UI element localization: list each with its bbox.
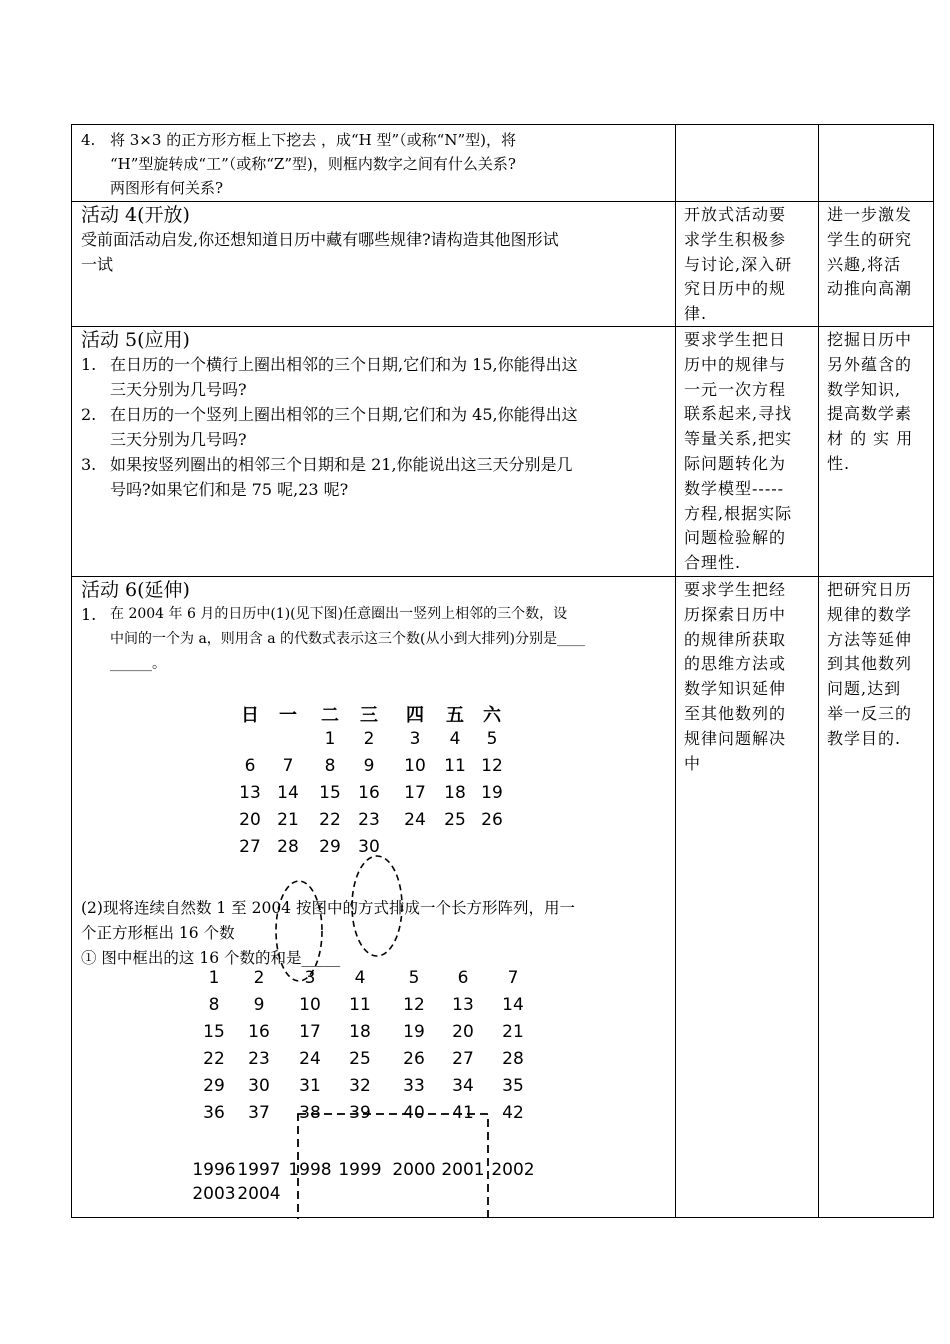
array-number: 16 — [248, 1022, 270, 1042]
question-1-text: ① 图中框出的这 16 个数的和是_____ — [81, 949, 341, 967]
calendar-date: 11 — [444, 756, 466, 776]
array-number: 35 — [502, 1076, 524, 1096]
array-number: 1 — [208, 968, 220, 988]
calendar-date: 19 — [481, 783, 503, 803]
array-number: 28 — [502, 1049, 524, 1069]
activity-text: 一试 — [81, 255, 114, 274]
calendar-date: 29 — [319, 837, 341, 857]
array-number: 41 — [452, 1103, 474, 1123]
array-number: 3 — [304, 968, 316, 988]
goal-text: 数学知识, — [827, 379, 902, 399]
array-number: 26 — [403, 1049, 425, 1069]
item-number: 4. — [81, 131, 96, 149]
array-number: 2004 — [237, 1184, 281, 1204]
goal-text: 挖掘日历中 — [827, 330, 913, 349]
weekday-label: 一 — [279, 705, 297, 726]
activity-title: 活动 6(延伸) — [81, 579, 190, 601]
array-number: 15 — [203, 1022, 225, 1042]
part2-text: 个正方形框出 16 个数 — [81, 924, 235, 942]
goal-text: 动推向高潮 — [827, 279, 913, 299]
list-item — [81, 402, 667, 452]
purpose-text: 数学模型----- — [684, 478, 785, 498]
weekday-label: 六 — [483, 705, 501, 726]
array-number: 32 — [349, 1076, 371, 1096]
array-number: 1997 — [237, 1160, 281, 1180]
item-text: 三天分别为几号吗? — [110, 430, 247, 449]
lesson-plan-table — [71, 124, 934, 1218]
item-text: 将 3×3 的正方形方框上下挖去 ，成“H 型”（或称“N”型)，将 — [110, 131, 516, 149]
goal-text: 进一步激发 — [827, 205, 913, 224]
list-item — [81, 128, 667, 200]
goal-text: 教学目的. — [827, 728, 902, 748]
purpose-text: 要求学生把经 — [684, 580, 787, 599]
array-number: 30 — [248, 1076, 270, 1096]
purpose-text: 数学知识延伸 — [684, 679, 787, 699]
purpose-text: 求学生积极参 — [684, 229, 787, 249]
array-number: 25 — [349, 1049, 371, 1069]
calendar-date: 30 — [358, 837, 380, 857]
calendar-date: 12 — [481, 756, 503, 776]
goal-text: 规律的数学 — [827, 604, 913, 624]
activity-title: 活动 4(开放) — [81, 204, 190, 226]
goal-text: 兴趣,将活 — [827, 254, 902, 274]
array-number: 37 — [248, 1103, 270, 1123]
goal-text: 把研究日历 — [827, 580, 913, 599]
weekday-label: 四 — [406, 705, 424, 726]
item-text: 在 2004 年 6 月的日历中(1)(见下图)任意圈出一竖列上相邻的三个数，设 — [110, 606, 568, 622]
item-text: 如果按竖列圈出的相邻三个日期和是 21,你能说出这三天分别是几 — [110, 455, 573, 474]
item-text: 号吗?如果它们和是 75 呢,23 呢? — [110, 480, 349, 499]
calendar-date: 5 — [486, 729, 498, 749]
calendar-date: 14 — [277, 783, 299, 803]
goal-text: 另外蕴含的 — [827, 354, 913, 374]
array-number: 31 — [299, 1076, 321, 1096]
purpose-text: 历中的规律与 — [684, 354, 787, 374]
array-number: 11 — [349, 995, 371, 1015]
array-number: 42 — [502, 1103, 524, 1123]
row4-goal-cell — [818, 576, 935, 1219]
purpose-text: 要求学生把日 — [684, 330, 787, 349]
array-number: 39 — [349, 1103, 371, 1123]
purpose-text: 历探索日历中 — [684, 604, 787, 624]
item-text: 在日历的一个横行上圈出相邻的三个日期,它们和为 15,你能得出这 — [110, 355, 578, 374]
list-item — [81, 352, 667, 402]
array-number: 19 — [403, 1022, 425, 1042]
activity-text: 受前面活动启发,你还想知道日历中藏有哪些规律?请构造其他图形试 — [81, 230, 559, 249]
row4-content-cell — [72, 576, 675, 1219]
purpose-text: 究日历中的规 — [684, 279, 787, 299]
calendar-date: 22 — [319, 810, 341, 830]
array-number: 2 — [253, 968, 265, 988]
array-number: 2000 — [392, 1160, 436, 1180]
purpose-text: 的思维方法或 — [684, 654, 787, 674]
item-number: 2. — [81, 405, 97, 424]
row4-purpose-cell — [675, 576, 818, 1219]
calendar-date: 16 — [358, 783, 380, 803]
array-number: 24 — [299, 1049, 321, 1069]
array-number: 12 — [403, 995, 425, 1015]
array-number: 40 — [403, 1103, 425, 1123]
array-number: 14 — [502, 995, 524, 1015]
purpose-text: 合理性. — [684, 553, 742, 573]
row2-purpose-cell — [675, 201, 818, 326]
weekday-label: 五 — [446, 705, 464, 726]
purpose-text: 的规律所获取 — [684, 629, 787, 649]
item-number: 1. — [81, 355, 97, 374]
row3-content-cell — [72, 326, 675, 576]
item-text: 两图形有何关系? — [110, 179, 224, 197]
calendar-date: 26 — [481, 810, 503, 830]
question-list — [81, 352, 667, 502]
calendar-date: 17 — [404, 783, 426, 803]
array-number: 34 — [452, 1076, 474, 1096]
item-number: 3. — [81, 455, 97, 474]
row3-purpose-cell — [675, 326, 818, 576]
purpose-text: 规律问题解决 — [684, 728, 787, 748]
goal-text: 性. — [827, 453, 851, 473]
calendar-date: 8 — [324, 756, 336, 776]
purpose-text: 至其他数列的 — [684, 703, 787, 723]
purpose-text: 方程,根据实际 — [684, 503, 793, 523]
calendar-date: 28 — [277, 837, 299, 857]
array-number: 27 — [452, 1049, 474, 1069]
array-number: 33 — [403, 1076, 425, 1096]
calendar-date: 23 — [358, 810, 380, 830]
goal-text: 问题,达到 — [827, 679, 902, 699]
purpose-text: 一元一次方程 — [684, 379, 787, 399]
item-text: 三天分别为几号吗? — [110, 380, 247, 399]
row3-goal-cell — [818, 326, 935, 576]
list-item — [81, 452, 667, 502]
purpose-text: 际问题转化为 — [684, 453, 787, 473]
array-number: 17 — [299, 1022, 321, 1042]
item-text: 中间的一个为 a，则用含 a 的代数式表示这三个数(从小到大排列)分别是____ — [110, 631, 585, 647]
calendar-date: 3 — [409, 729, 421, 749]
calendar-date: 1 — [324, 729, 336, 749]
array-number: 13 — [452, 995, 474, 1015]
array-number: 7 — [507, 968, 519, 988]
array-number: 2003 — [192, 1184, 236, 1204]
purpose-text: 开放式活动要 — [684, 205, 787, 224]
item-number: 1. — [81, 605, 97, 624]
array-number: 2002 — [491, 1160, 535, 1180]
calendar-date: 20 — [239, 810, 261, 830]
goal-text: 到其他数列 — [827, 654, 913, 674]
purpose-text: 中 — [684, 753, 702, 773]
calendar-date: 2 — [363, 729, 375, 749]
calendar-date: 25 — [444, 810, 466, 830]
weekday-label: 日 — [241, 705, 259, 726]
array-number: 29 — [203, 1076, 225, 1096]
array-number: 36 — [203, 1103, 225, 1123]
array-number: 6 — [457, 968, 469, 988]
weekday-label: 三 — [360, 705, 378, 726]
row2-goal-cell — [818, 201, 935, 326]
purpose-text: 与讨论,深入研 — [684, 254, 793, 274]
part2-block — [81, 896, 671, 971]
array-number: 21 — [502, 1022, 524, 1042]
array-number: 22 — [203, 1049, 225, 1069]
array-number: 8 — [208, 995, 220, 1015]
calendar-date: 4 — [449, 729, 461, 749]
calendar-date: 27 — [239, 837, 261, 857]
calendar-date: 18 — [444, 783, 466, 803]
calendar-date: 6 — [244, 756, 256, 776]
calendar-date: 10 — [404, 756, 426, 776]
calendar-date: 15 — [319, 783, 341, 803]
item-text: 在日历的一个竖列上圈出相邻的三个日期,它们和为 45,你能得出这 — [110, 405, 578, 424]
array-number: 9 — [253, 995, 265, 1015]
row2-content-cell — [72, 201, 675, 326]
goal-text: 方法等延伸 — [827, 629, 913, 649]
array-number: 5 — [408, 968, 420, 988]
calendar-date: 21 — [277, 810, 299, 830]
calendar-date: 24 — [404, 810, 426, 830]
number-array — [192, 968, 560, 1218]
goal-text: 材 的 实 用 — [827, 429, 914, 449]
row1-content-cell — [72, 125, 675, 201]
goal-text: 提高数学素 — [827, 404, 913, 424]
activity-title: 活动 5(应用) — [81, 329, 190, 351]
item-text: ______。 — [110, 656, 166, 672]
purpose-text: 律. — [684, 304, 708, 324]
calendar-date: 9 — [363, 756, 375, 776]
array-number: 23 — [248, 1049, 270, 1069]
calendar-date: 7 — [282, 756, 294, 776]
array-number: 18 — [349, 1022, 371, 1042]
array-number: 1998 — [288, 1160, 332, 1180]
array-number: 38 — [299, 1103, 321, 1123]
goal-text: 举一反三的 — [827, 703, 913, 723]
purpose-text: 等量关系,把实 — [684, 429, 793, 449]
purpose-text: 联系起来,寻找 — [684, 404, 793, 424]
array-number: 2001 — [441, 1160, 485, 1180]
array-number: 1999 — [338, 1160, 382, 1180]
item-text: “H”型旋转成“工”（或称“Z”型)，则框内数字之间有什么关系? — [110, 155, 516, 173]
array-number: 4 — [354, 968, 366, 988]
array-number: 10 — [299, 995, 321, 1015]
array-number: 20 — [452, 1022, 474, 1042]
array-number: 1996 — [192, 1160, 236, 1180]
part2-text: (2)现将连续自然数 1 至 2004 按图中的方式排成一个长方形阵列，用一 — [81, 899, 575, 917]
purpose-text: 问题检验解的 — [684, 528, 787, 548]
calendar-date: 13 — [239, 783, 261, 803]
weekday-label: 二 — [321, 705, 339, 726]
goal-text: 学生的研究 — [827, 229, 913, 249]
